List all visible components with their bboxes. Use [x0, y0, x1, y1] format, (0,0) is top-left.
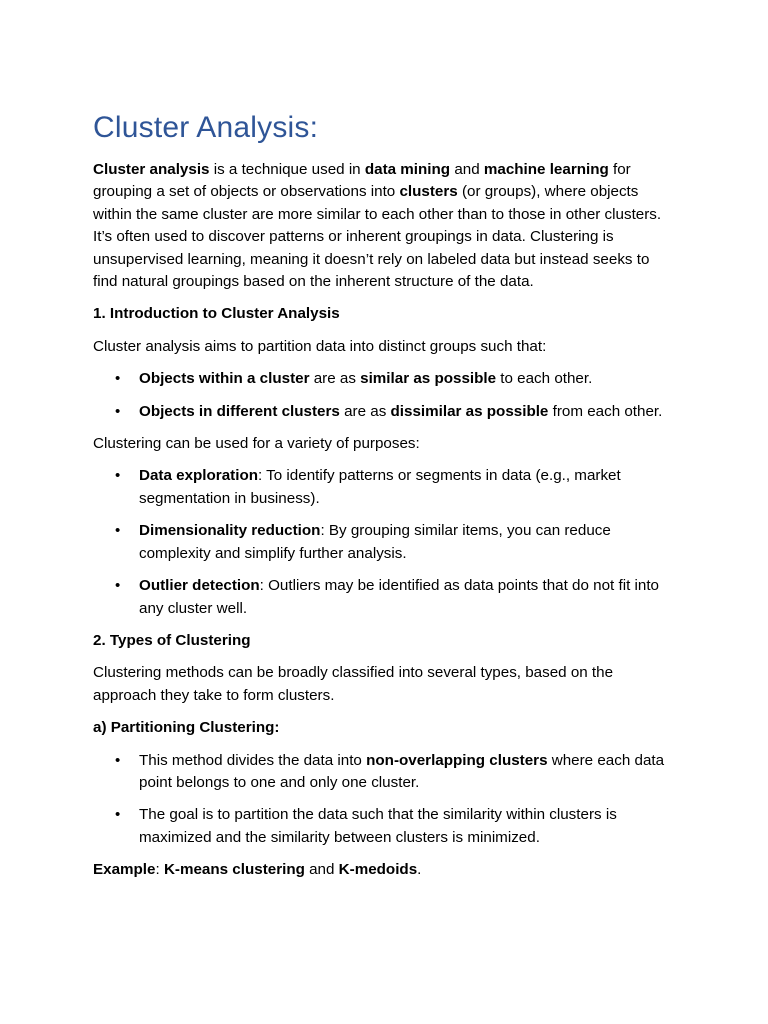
bullet-icon: • — [115, 522, 121, 540]
bold-term: Cluster analysis — [93, 161, 210, 178]
text-run: . — [417, 861, 422, 879]
bullet-icon: • — [115, 806, 121, 824]
text-run: This method divides the data into — [139, 751, 367, 769]
purposes-list — [93, 465, 676, 619]
text-run: where each data point belongs to one and only one cluster. — [139, 751, 665, 791]
bold-term: machine learning — [483, 161, 609, 178]
text-run: : To identify patterns or segments in data (e.g., market segmentation in business). — [139, 467, 621, 507]
text-run: for grouping a set of objects or observations into — [93, 161, 631, 201]
list-item — [93, 520, 676, 565]
text-run: and — [450, 161, 484, 178]
bold-term: K-medoids — [338, 861, 418, 879]
bold-term: Objects within a cluster — [139, 370, 310, 388]
list-item — [93, 804, 676, 849]
text-run: : By grouping similar items, you can reduce complexity and simplify further analysis. — [139, 522, 611, 562]
subsection-heading-partitioning: a) Partitioning Clustering: — [93, 719, 280, 737]
text-run: are as — [339, 402, 391, 420]
list-item — [93, 750, 676, 795]
bold-term: K-means clustering — [163, 861, 305, 879]
bold-term: Outlier detection — [139, 577, 260, 595]
text-run: and — [304, 861, 339, 879]
text-run: : — [155, 861, 164, 879]
bold-term: non-overlapping clusters — [366, 751, 548, 769]
page-title: Cluster Analysis: — [93, 111, 319, 144]
section-heading-types: 2. Types of Clustering — [93, 631, 251, 649]
section-heading-intro: 1. Introduction to Cluster Analysis — [93, 305, 340, 323]
text-run: to each other. — [496, 370, 593, 388]
intro-paragraph — [93, 159, 676, 293]
text-run: The goal is to partition the data such that the similarity within clusters is maximized and the similarity between clusters is minimized. — [139, 806, 617, 846]
bullet-icon: • — [115, 467, 121, 485]
text-run: are as — [309, 370, 361, 388]
section-lead: Clustering methods can be broadly classified into several types, based on the approach they take to form clusters. — [93, 664, 614, 704]
bold-term: data mining — [364, 161, 451, 178]
list-item — [93, 368, 676, 390]
bullet-icon: • — [115, 751, 121, 769]
bold-term: similar as possible — [360, 370, 497, 388]
purposes-lead: Clustering can be used for a variety of purposes: — [93, 435, 420, 453]
bullet-icon: • — [115, 402, 121, 420]
partitioning-list — [93, 750, 676, 850]
text-run: is a technique used in — [209, 161, 365, 178]
example-label: Example — [93, 861, 156, 879]
bullet-icon: • — [115, 577, 121, 595]
text-run: (or groups), where objects within the same cluster are more similar to each other than to those in other clusters. It’s often used to discover patterns or inherent groupings in data. Clustering is unsupervised learning, meaning it doesn’t rely on labeled data but instead seeks to find natural groupings based on the inherent structure of the data. — [93, 183, 662, 291]
criteria-list — [93, 368, 676, 423]
list-item — [93, 401, 676, 423]
text-run: from each other. — [548, 402, 663, 420]
text-run: : Outliers may be identified as data points that do not fit into any cluster well. — [139, 577, 659, 617]
bold-term: Data exploration — [139, 467, 258, 485]
bold-term: clusters — [399, 183, 458, 201]
bold-term: dissimilar as possible — [390, 402, 549, 420]
section-lead: Cluster analysis aims to partition data into distinct groups such that: — [93, 337, 547, 355]
example-line — [93, 859, 676, 881]
bold-term: Dimensionality reduction — [139, 522, 321, 540]
bullet-icon: • — [115, 370, 121, 388]
list-item — [93, 575, 676, 620]
bold-term: Objects in different clusters — [139, 402, 340, 420]
list-item — [93, 465, 676, 510]
